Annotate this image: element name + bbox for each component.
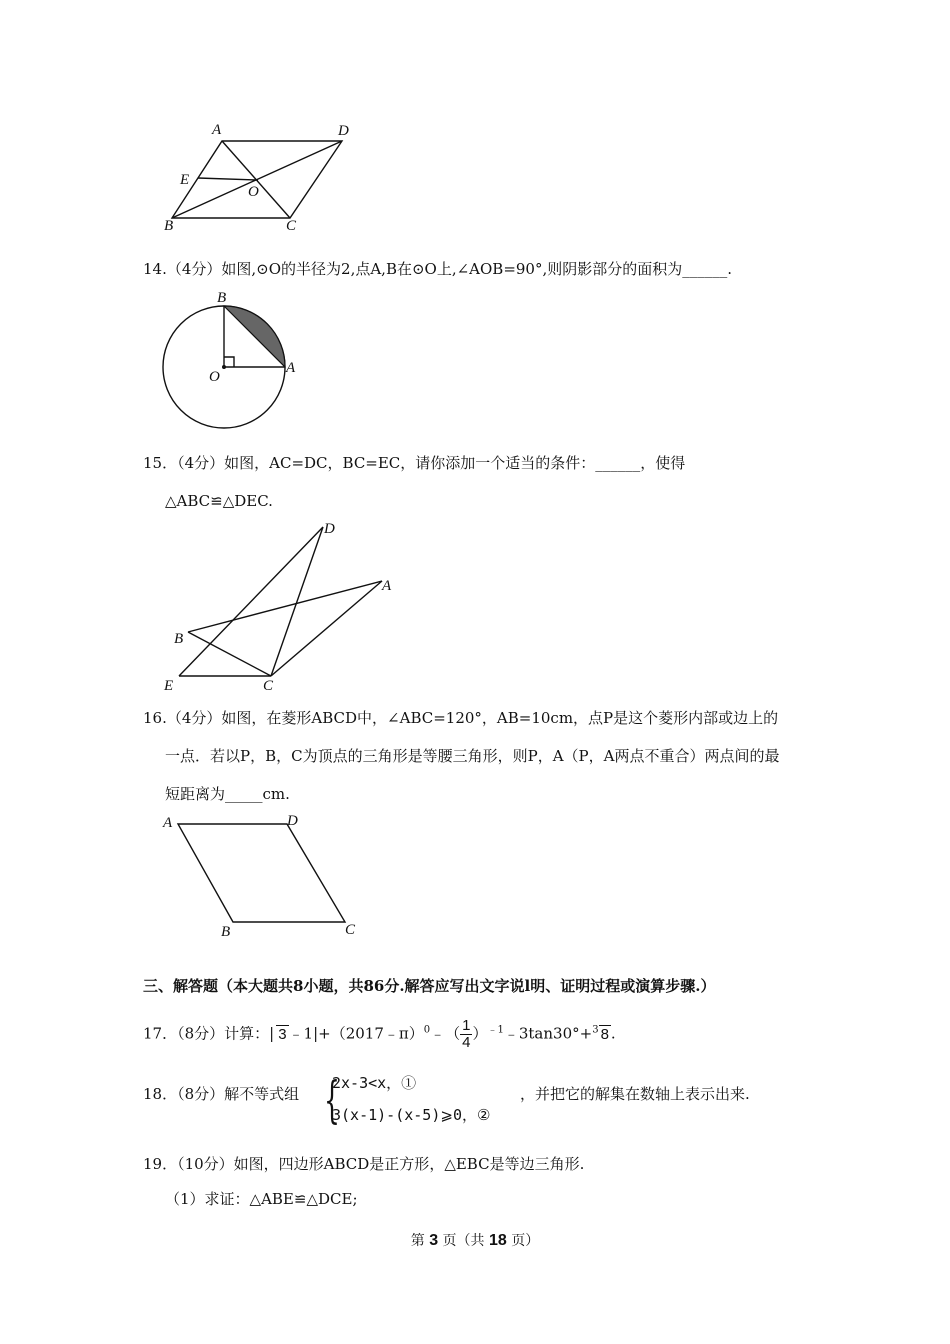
- cbrt-8: 8: [600, 1025, 609, 1043]
- sqrt-3: 3: [278, 1025, 287, 1043]
- label-E: E: [180, 172, 190, 188]
- footer-post: 页）: [511, 1233, 540, 1249]
- footer-pre: 第: [410, 1233, 425, 1249]
- q17-part2: ﹣1|+（2017﹣π）: [288, 1024, 424, 1043]
- question-16-line1: 16.（4分）如图，在菱形ABCD中，∠ABC=120°，AB=10cm，点P是这个菱形内部或边上的: [143, 709, 779, 727]
- q17-end: .: [610, 1024, 616, 1043]
- figure-triangles-q15: [160, 515, 410, 695]
- section-3-heading: 三、解答题（本大题共8小题，共86分.解答应写出文字说l明、证明过程或演算步骤.）: [143, 977, 716, 995]
- label-D: D: [287, 813, 298, 829]
- label-C: C: [286, 218, 297, 234]
- footer-total-pages: 18: [489, 1232, 507, 1249]
- label-B: B: [217, 290, 227, 306]
- page-footer: [0, 1230, 950, 1250]
- q17-part4: ）: [472, 1024, 488, 1043]
- inequality-2: 3(x-1)-(x-5)⩾0，②: [332, 1106, 491, 1124]
- fraction-quarter: [460, 1018, 472, 1051]
- cbrt-index: 3: [592, 1024, 599, 1036]
- fraction-denominator: 4: [462, 1034, 471, 1051]
- question-18-suffix: ，并把它的解集在数轴上表示出来.: [520, 1085, 750, 1103]
- label-A: A: [163, 815, 173, 831]
- label-B: B: [164, 218, 174, 234]
- exponent-0: 0: [423, 1024, 431, 1036]
- question-16-line3: 短距离为_____cm.: [165, 785, 290, 803]
- footer-mid: 页（共: [442, 1233, 485, 1249]
- question-16-line2: 一点．若以P，B，C为顶点的三角形是等腰三角形，则P，A（P，A两点不重合）两点间的最: [165, 747, 780, 765]
- label-C: C: [345, 922, 356, 938]
- label-D: D: [324, 521, 335, 537]
- question-19-line1: 19．（10分）如图，四边形ABCD是正方形，△EBC是等边三角形.: [143, 1155, 585, 1173]
- fraction-numerator: 1: [462, 1017, 471, 1034]
- figure-rhombus-q16: [160, 810, 370, 940]
- question-18-prefix: 18．（8分）解不等式组: [143, 1085, 300, 1103]
- label-C: C: [263, 678, 274, 694]
- brace: {: [323, 1071, 340, 1129]
- label-A: A: [382, 578, 392, 594]
- question-15-line1: 15．（4分）如图，AC=DC，BC=EC，请你添加一个适当的条件：______，使得: [143, 454, 686, 472]
- question-14: 14.（4分）如图,⊙O的半径为2,点A,B在⊙O上,∠AOB=90°,则阴影部分的面积为______.: [143, 260, 733, 278]
- label-A: A: [286, 360, 296, 376]
- inequality-1: 2x-3<x，①: [332, 1074, 417, 1092]
- label-E: E: [164, 678, 174, 694]
- label-D: D: [338, 123, 349, 139]
- question-17: [143, 1018, 616, 1051]
- q17-part3: ﹣（: [430, 1024, 461, 1043]
- q17-prefix: 17．（8分）计算：|: [143, 1024, 275, 1043]
- figure-parallelogram-q13: [160, 118, 360, 238]
- label-B: B: [221, 924, 231, 940]
- figure-circle-q14: [155, 288, 305, 430]
- footer-page-number: 3: [429, 1232, 439, 1249]
- label-O: O: [248, 184, 259, 200]
- question-15-line2: △ABC≌△DEC.: [165, 492, 273, 510]
- question-19-line2: （1）求证：△ABE≌△DCE;: [165, 1190, 358, 1208]
- exponent-minus-1: ﹣1: [487, 1024, 504, 1036]
- label-A: A: [212, 122, 222, 138]
- label-O: O: [209, 369, 220, 385]
- label-B: B: [174, 631, 184, 647]
- q17-part5: ﹣3tan30°+: [503, 1024, 593, 1043]
